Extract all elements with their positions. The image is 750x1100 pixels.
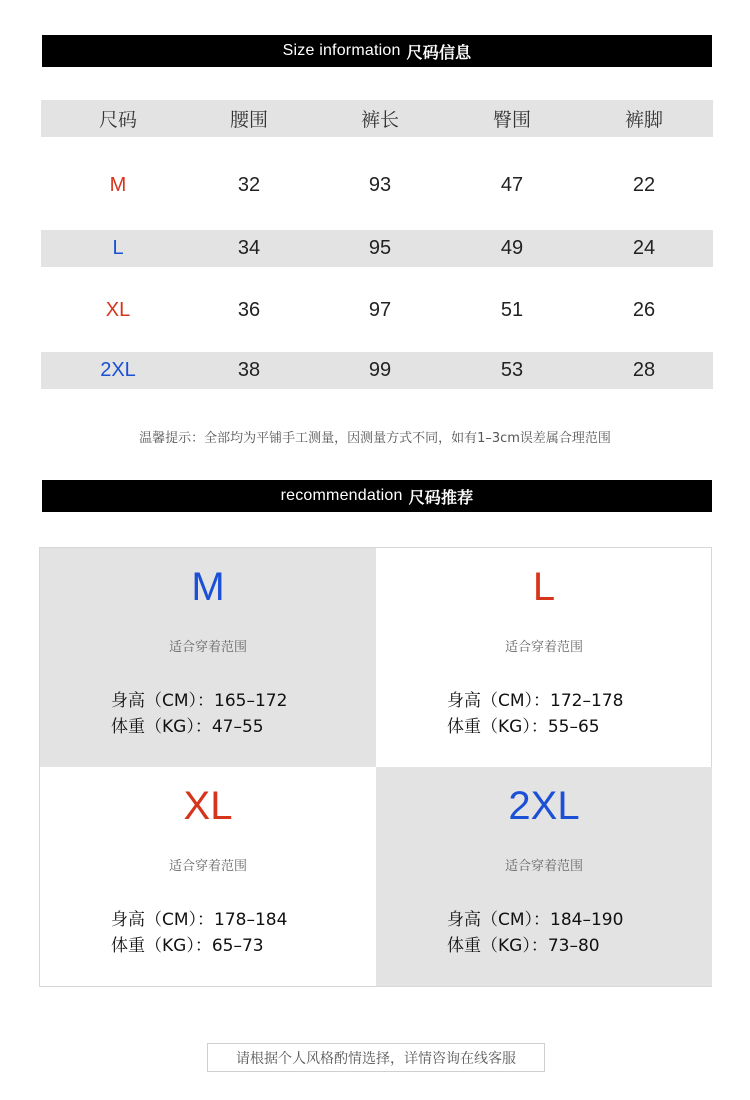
recommendation-card-l <box>376 548 712 767</box>
size-cell: M <box>109 174 127 196</box>
recommendation-card-xl <box>40 767 376 986</box>
length-cell: 97 <box>368 299 392 321</box>
weight-range: 体重（KG）：55–65 <box>447 717 600 737</box>
length-cell: 95 <box>368 237 392 259</box>
height-range: 身高（CM）：165–172 <box>111 691 288 711</box>
recommended-size-label: 2XL <box>508 784 580 828</box>
recommendation-card-2xl <box>376 767 712 986</box>
size-cell: L <box>112 237 124 259</box>
weight-range: 体重（KG）：47–55 <box>111 717 264 737</box>
header-length: 裤长 <box>360 109 399 131</box>
hip-cell: 47 <box>500 174 524 196</box>
size-cell: XL <box>105 299 131 321</box>
header-size: 尺码 <box>98 109 137 131</box>
length-cell: 93 <box>368 174 392 196</box>
hip-cell: 49 <box>500 237 524 259</box>
weight-range: 体重（KG）：73–80 <box>447 936 600 956</box>
waist-cell: 36 <box>237 299 261 321</box>
waist-cell: 38 <box>237 359 261 381</box>
fit-range-label: 适合穿着范围 <box>168 859 247 874</box>
hem-cell: 28 <box>632 359 656 381</box>
recommended-size-label: L <box>532 565 556 609</box>
weight-range: 体重（KG）：65–73 <box>111 936 264 956</box>
table-header-row <box>41 100 713 137</box>
recommended-size-label: XL <box>183 784 233 828</box>
hip-cell: 51 <box>500 299 524 321</box>
size-information-title-en: Size information <box>282 42 401 59</box>
recommendation-grid <box>39 547 712 987</box>
fit-range-label: 适合穿着范围 <box>504 640 583 655</box>
size-cell: 2XL <box>100 359 136 381</box>
hem-cell: 24 <box>632 237 656 259</box>
hem-cell: 26 <box>632 299 656 321</box>
table-row <box>41 352 713 389</box>
height-range: 身高（CM）：172–178 <box>447 691 624 711</box>
table-row <box>41 292 713 329</box>
fit-range-label: 适合穿着范围 <box>168 640 247 655</box>
length-cell: 99 <box>368 359 392 381</box>
measurement-tip: 温馨提示：全部均为平铺手工测量，因测量方式不同，如有1–3cm误差属合理范围 <box>139 431 611 446</box>
hip-cell: 53 <box>500 359 524 381</box>
waist-cell: 32 <box>237 174 261 196</box>
recommendation-title-en: recommendation <box>280 487 403 504</box>
header-waist: 腰围 <box>229 109 268 131</box>
size-information-title-zh: 尺码信息 <box>406 42 472 62</box>
fit-range-label: 适合穿着范围 <box>504 859 583 874</box>
recommended-size-label: M <box>191 565 225 609</box>
height-range: 身高（CM）：178–184 <box>111 910 288 930</box>
table-row <box>41 167 713 204</box>
header-hip: 臀围 <box>492 109 531 131</box>
height-range: 身高（CM）：184–190 <box>447 910 624 930</box>
hem-cell: 22 <box>632 174 656 196</box>
waist-cell: 34 <box>237 237 261 259</box>
recommendation-header <box>42 480 712 512</box>
customer-service-note: 请根据个人风格酌情选择，详情咨询在线客服 <box>207 1043 545 1072</box>
header-hem: 裤脚 <box>624 109 663 131</box>
recommendation-card-m <box>40 548 376 767</box>
recommendation-title-zh: 尺码推荐 <box>408 487 474 507</box>
size-information-header <box>42 35 712 67</box>
table-row <box>41 230 713 267</box>
